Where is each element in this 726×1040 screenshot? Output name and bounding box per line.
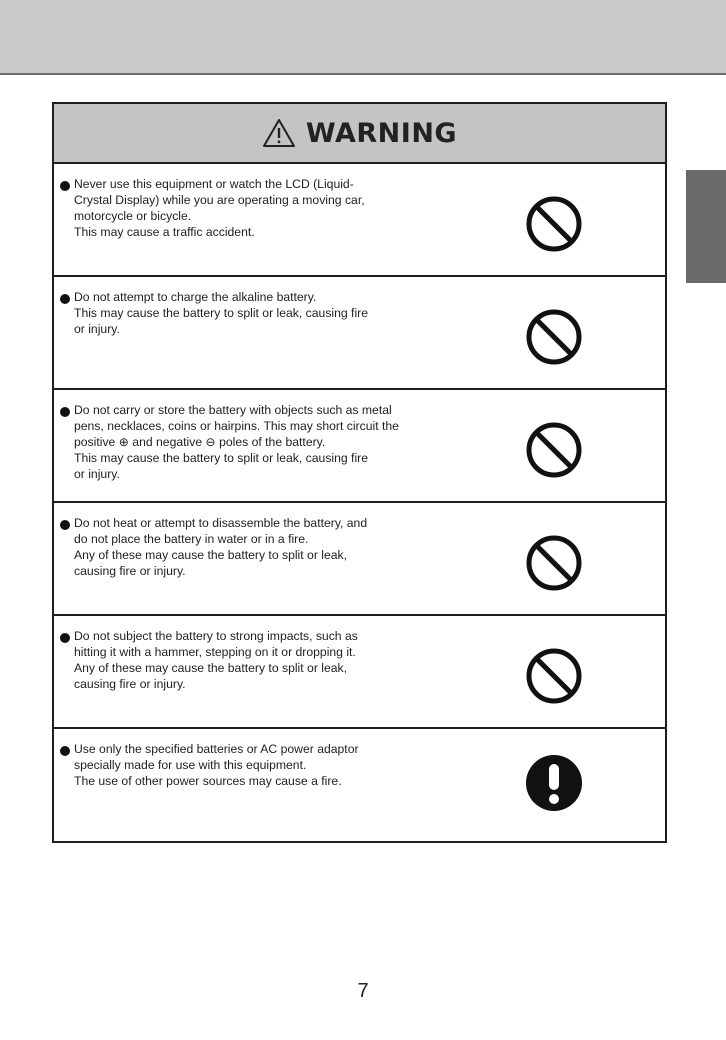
prohibition-icon	[524, 194, 584, 254]
warning-text	[74, 289, 474, 337]
prohibition-icon	[524, 307, 584, 367]
warning-line: pens, necklaces, coins or hairpins. This may short circuit the	[74, 419, 399, 433]
warning-text	[74, 402, 474, 482]
warning-header	[54, 104, 665, 164]
warning-title: WARNING	[305, 117, 458, 149]
warning-item	[54, 277, 665, 390]
page-number: 7	[357, 980, 369, 1002]
warning-text	[74, 176, 474, 240]
warning-text	[74, 515, 474, 579]
warning-item	[54, 390, 665, 503]
bullet-icon	[60, 520, 70, 530]
warning-line: motorcycle or bicycle.	[74, 209, 192, 223]
consequence-line: or injury.	[74, 322, 120, 336]
bullet-icon	[60, 407, 70, 417]
consequence-line: This may cause a traffic accident.	[74, 225, 255, 239]
prohibition-icon	[524, 533, 584, 593]
warning-item	[54, 729, 665, 839]
prohibition-icon	[524, 420, 584, 480]
consequence-line: This may cause the battery to split or leak, causing fire	[74, 451, 368, 465]
warning-line: Never use this equipment or watch the LCD (Liquid-	[74, 177, 354, 191]
mandatory-action-icon	[524, 753, 584, 813]
warning-line: do not place the battery in water or in a fire.	[74, 532, 309, 546]
warning-item	[54, 503, 665, 616]
warning-line: Do not attempt to charge the alkaline battery.	[74, 290, 317, 304]
warning-line: Use only the specified batteries or AC power adaptor	[74, 742, 359, 756]
warning-line: positive ⊕ and negative ⊖ poles of the battery.	[74, 435, 326, 449]
bullet-icon	[60, 294, 70, 304]
consequence-line: Any of these may cause the battery to split or leak,	[74, 548, 348, 562]
consequence-line: This may cause the battery to split or leak, causing fire	[74, 306, 368, 320]
warning-text	[74, 741, 474, 789]
consequence-line: causing fire or injury.	[74, 677, 186, 691]
warning-line: Do not carry or store the battery with objects such as metal	[74, 403, 392, 417]
section-tab	[686, 170, 726, 283]
consequence-line: causing fire or injury.	[74, 564, 186, 578]
consequence-line: The use of other power sources may cause a fire.	[74, 774, 342, 788]
warning-line: hitting it with a hammer, stepping on it or dropping it.	[74, 645, 356, 659]
bullet-icon	[60, 181, 70, 191]
warning-line: Crystal Display) while you are operating a moving car,	[74, 193, 365, 207]
top-band	[0, 0, 726, 75]
consequence-line: Any of these may cause the battery to split or leak,	[74, 661, 348, 675]
bullet-icon	[60, 746, 70, 756]
warning-triangle-icon	[262, 118, 296, 148]
bullet-icon	[60, 633, 70, 643]
warning-line: specially made for use with this equipment.	[74, 758, 307, 772]
warning-line: Do not heat or attempt to disassemble the battery, and	[74, 516, 368, 530]
prohibition-icon	[524, 646, 584, 706]
warning-item	[54, 164, 665, 277]
consequence-line: or injury.	[74, 467, 120, 481]
warning-text	[74, 628, 474, 692]
warning-line: Do not subject the battery to strong impacts, such as	[74, 629, 358, 643]
warning-box	[52, 102, 667, 843]
warning-item	[54, 616, 665, 729]
